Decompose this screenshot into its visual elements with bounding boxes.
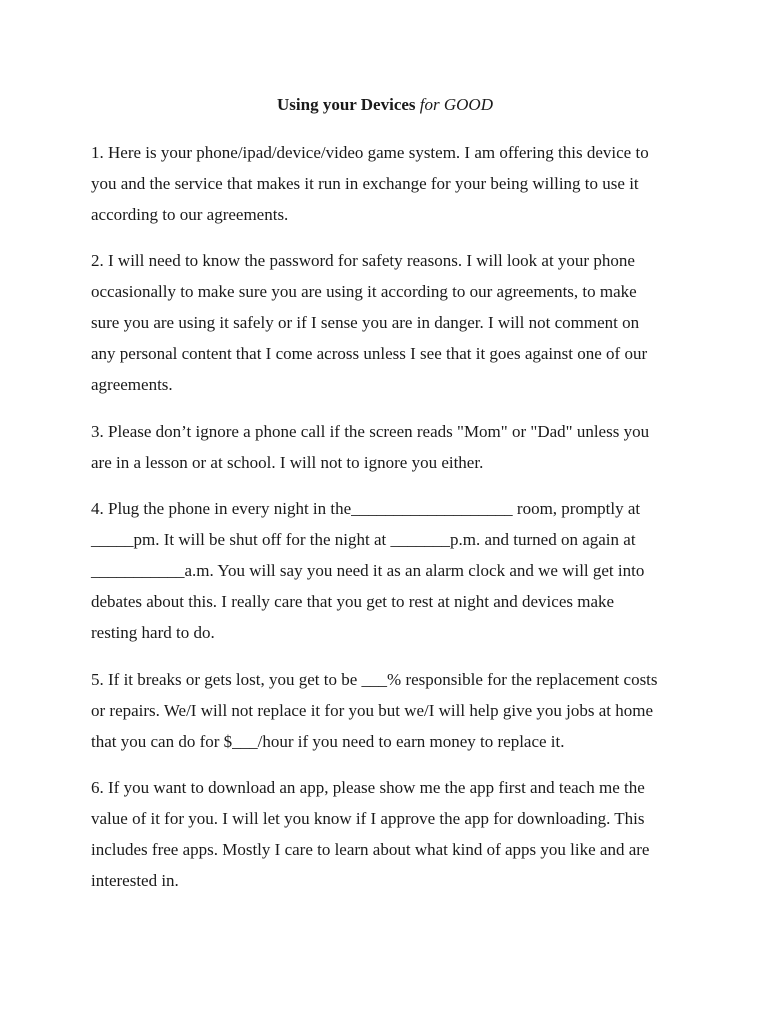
paragraph-line: 4. Plug the phone in every night in the___________________ room, promptly at bbox=[91, 499, 641, 518]
paragraph-line: any personal content that I come across unless I see that it goes against one of our bbox=[91, 344, 648, 363]
paragraph-3 bbox=[91, 416, 691, 478]
paragraph-line: 3. Please don’t ignore a phone call if the screen reads "Mom" or "Dad" unless you bbox=[91, 422, 650, 441]
paragraph-line: you and the service that makes it run in exchange for your being willing to use it bbox=[91, 174, 639, 193]
paragraph-line: 5. If it breaks or gets lost, you get to be ___% responsible for the replacement costs bbox=[91, 670, 658, 689]
title-bold-text: Using your Devices bbox=[277, 95, 416, 114]
paragraph-line: or repairs. We/I will not replace it for you but we/I will help give you jobs at home bbox=[91, 701, 654, 720]
paragraph-line: are in a lesson or at school. I will not to ignore you either. bbox=[91, 453, 484, 472]
paragraph-line: includes free apps. Mostly I care to learn about what kind of apps you like and are bbox=[91, 840, 650, 859]
paragraph-line: sure you are using it safely or if I sense you are in danger. I will not comment on bbox=[91, 313, 640, 332]
title-italic-text: for GOOD bbox=[419, 95, 493, 114]
paragraph-line: interested in. bbox=[91, 871, 179, 890]
paragraph-line: debates about this. I really care that you get to rest at night and devices make bbox=[91, 592, 615, 611]
paragraph-line: agreements. bbox=[91, 375, 173, 394]
paragraph-2 bbox=[91, 245, 691, 400]
paragraph-1 bbox=[91, 137, 691, 230]
paragraph-line: according to our agreements. bbox=[91, 205, 289, 224]
paragraph-line: resting hard to do. bbox=[91, 623, 215, 642]
paragraph-6 bbox=[91, 772, 691, 896]
paragraph-line: ___________a.m. You will say you need it as an alarm clock and we will get into bbox=[91, 561, 645, 580]
paragraph-line: 1. Here is your phone/ipad/device/video game system. I am offering this device to bbox=[91, 143, 649, 162]
paragraph-5 bbox=[91, 664, 691, 757]
paragraph-line: 6. If you want to download an app, please show me the app first and teach me the bbox=[91, 778, 645, 797]
paragraph-line: _____pm. It will be shut off for the night at _______p.m. and turned on again at bbox=[91, 530, 636, 549]
paragraph-line: occasionally to make sure you are using it according to our agreements, to make bbox=[91, 282, 637, 301]
paragraph-4 bbox=[91, 493, 691, 648]
paragraph-line: that you can do for $___/hour if you need to earn money to replace it. bbox=[91, 732, 565, 751]
paragraph-line: 2. I will need to know the password for safety reasons. I will look at your phone bbox=[91, 251, 635, 270]
paragraph-line: value of it for you. I will let you know if I approve the app for downloading. This bbox=[91, 809, 645, 828]
document-title bbox=[0, 94, 770, 116]
